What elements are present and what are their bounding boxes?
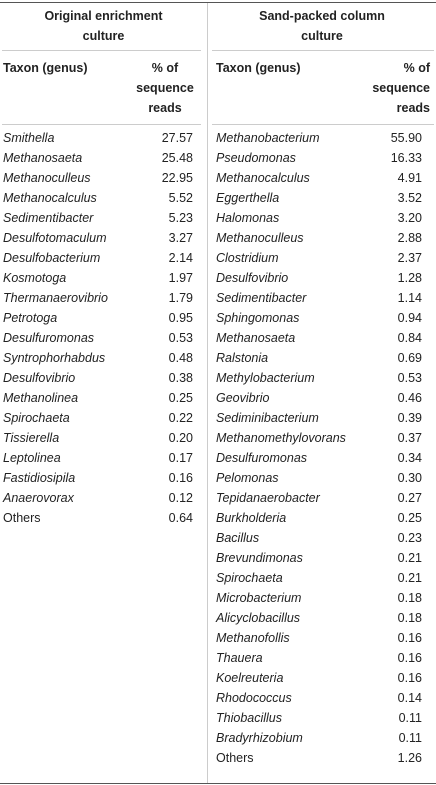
percent-header-line: % of bbox=[403, 61, 430, 75]
taxon-name: Methanoculleus bbox=[216, 231, 304, 245]
taxon-list bbox=[0, 128, 207, 528]
percent-value: 3.20 bbox=[397, 211, 422, 225]
taxon-column-header: Taxon (genus) bbox=[216, 61, 301, 75]
table-row bbox=[0, 128, 207, 148]
percent-value: 0.39 bbox=[397, 411, 422, 425]
percent-value: 0.16 bbox=[168, 471, 193, 485]
taxon-name: Syntrophorhabdus bbox=[3, 351, 106, 365]
percent-value: 27.57 bbox=[161, 131, 193, 145]
percent-value: 0.21 bbox=[397, 571, 422, 585]
percent-value: 0.21 bbox=[397, 551, 422, 565]
taxon-name: Rhodococcus bbox=[216, 691, 292, 705]
table-row bbox=[208, 188, 436, 208]
table-top-rule bbox=[0, 2, 436, 3]
percent-value: 16.33 bbox=[390, 151, 422, 165]
percent-value: 0.30 bbox=[397, 471, 422, 485]
table-row bbox=[0, 308, 207, 328]
percent-value: 0.11 bbox=[398, 731, 422, 745]
panel-title bbox=[0, 6, 207, 46]
taxon-name: Koelreuteria bbox=[216, 671, 284, 685]
percent-value: 1.28 bbox=[397, 271, 422, 285]
table-row bbox=[208, 308, 436, 328]
table-row bbox=[0, 288, 207, 308]
table-row bbox=[208, 568, 436, 588]
taxon-name: Methylobacterium bbox=[216, 371, 315, 385]
table-row bbox=[208, 288, 436, 308]
percent-value: 0.46 bbox=[397, 391, 422, 405]
percent-value: 0.12 bbox=[168, 491, 193, 505]
taxon-name: Tepidanaerobacter bbox=[216, 491, 320, 505]
table-row bbox=[0, 468, 207, 488]
header-rule bbox=[212, 124, 434, 125]
percent-value: 0.84 bbox=[397, 331, 422, 345]
percent-value: 0.14 bbox=[397, 691, 422, 705]
taxon-name: Desulfovibrio bbox=[216, 271, 289, 285]
table-row bbox=[208, 748, 436, 768]
panel-title-line: Original enrichment bbox=[44, 9, 163, 23]
taxon-name: Anaerovorax bbox=[3, 491, 74, 505]
table-row bbox=[208, 248, 436, 268]
percent-value: 0.16 bbox=[397, 651, 422, 665]
taxon-name: Methanofollis bbox=[216, 631, 290, 645]
taxon-name: Smithella bbox=[3, 131, 55, 145]
table-row bbox=[0, 248, 207, 268]
percent-value: 5.23 bbox=[168, 211, 193, 225]
table-row bbox=[0, 328, 207, 348]
taxon-name: Alicyclobacillus bbox=[216, 611, 301, 625]
taxon-name: Methanosaeta bbox=[216, 331, 296, 345]
table-row bbox=[208, 448, 436, 468]
percent-value: 0.38 bbox=[168, 371, 193, 385]
percent-value: 0.25 bbox=[168, 391, 193, 405]
percent-value: 0.22 bbox=[168, 411, 193, 425]
table-row bbox=[208, 468, 436, 488]
table-row bbox=[208, 688, 436, 708]
table-row bbox=[208, 408, 436, 428]
percent-value: 0.20 bbox=[168, 431, 193, 445]
percent-value: 0.94 bbox=[397, 311, 422, 325]
taxon-name: Pseudomonas bbox=[216, 151, 296, 165]
taxon-name: Spirochaeta bbox=[216, 571, 283, 585]
percent-value: 0.16 bbox=[397, 631, 422, 645]
taxon-name: Geovibrio bbox=[216, 391, 270, 405]
panel-title-line: culture bbox=[82, 29, 125, 43]
percent-value: 0.69 bbox=[397, 351, 422, 365]
panel-title-line: Sand-packed column bbox=[259, 9, 385, 23]
table-row bbox=[208, 168, 436, 188]
percent-value: 55.90 bbox=[390, 131, 422, 145]
taxon-name: Kosmotoga bbox=[3, 271, 67, 285]
percent-column-header bbox=[350, 58, 430, 118]
taxon-name: Thiobacillus bbox=[216, 711, 283, 725]
table-row bbox=[208, 488, 436, 508]
percent-value: 22.95 bbox=[161, 171, 193, 185]
percent-value: 4.91 bbox=[397, 171, 422, 185]
percent-value: 0.53 bbox=[168, 331, 193, 345]
taxon-name: Desulfotomaculum bbox=[3, 231, 107, 245]
percent-value: 2.37 bbox=[397, 251, 422, 265]
percent-header-line: sequence bbox=[372, 81, 430, 95]
taxon-name: Methanocalculus bbox=[216, 171, 310, 185]
table-row bbox=[208, 588, 436, 608]
table-row bbox=[208, 628, 436, 648]
taxon-name: Methanobacterium bbox=[216, 131, 320, 145]
percent-value: 2.88 bbox=[397, 231, 422, 245]
percent-value: 0.11 bbox=[398, 711, 422, 725]
table-row bbox=[0, 228, 207, 248]
taxon-name: Methanolinea bbox=[3, 391, 79, 405]
table-row bbox=[208, 388, 436, 408]
panel-title-line: culture bbox=[301, 29, 343, 43]
taxon-name: Microbacterium bbox=[216, 591, 302, 605]
table-row bbox=[208, 708, 436, 728]
percent-value: 0.27 bbox=[397, 491, 422, 505]
table-bottom-rule bbox=[0, 783, 436, 784]
taxon-name: Fastidiosipila bbox=[3, 471, 76, 485]
taxon-column-header: Taxon (genus) bbox=[3, 61, 88, 75]
table-row bbox=[0, 268, 207, 288]
taxon-name: Leptolinea bbox=[3, 451, 61, 465]
percent-value: 1.79 bbox=[168, 291, 193, 305]
percent-value: 5.52 bbox=[168, 191, 193, 205]
taxon-name: Bacillus bbox=[216, 531, 260, 545]
taxon-name: Burkholderia bbox=[216, 511, 287, 525]
table-row bbox=[0, 428, 207, 448]
percent-value: 0.34 bbox=[397, 451, 422, 465]
table-row bbox=[0, 448, 207, 468]
taxon-name: Eggerthella bbox=[216, 191, 280, 205]
taxon-name: Tissierella bbox=[3, 431, 60, 445]
table-row bbox=[208, 328, 436, 348]
percent-header-line: % of bbox=[151, 61, 179, 75]
panel-title bbox=[208, 6, 436, 46]
percent-value: 0.53 bbox=[397, 371, 422, 385]
taxon-name: Methanomethylovorans bbox=[216, 431, 346, 445]
taxon-name: Halomonas bbox=[216, 211, 280, 225]
percent-header-line: reads bbox=[148, 101, 182, 115]
table-row bbox=[208, 648, 436, 668]
taxon-name: Desulfovibrio bbox=[3, 371, 76, 385]
taxon-name: Methanosaeta bbox=[3, 151, 83, 165]
table-row bbox=[0, 388, 207, 408]
table-row bbox=[208, 668, 436, 688]
taxon-name: Sediminibacterium bbox=[216, 411, 319, 425]
table-row bbox=[208, 348, 436, 368]
taxon-name: Pelomonas bbox=[216, 471, 279, 485]
table-row bbox=[208, 368, 436, 388]
table-row bbox=[208, 548, 436, 568]
header-rule bbox=[2, 124, 201, 125]
taxon-name: Sphingomonas bbox=[216, 311, 300, 325]
title-rule bbox=[2, 50, 201, 51]
table-row bbox=[208, 208, 436, 228]
taxon-name: Petrotoga bbox=[3, 311, 58, 325]
percent-value: 0.25 bbox=[397, 511, 422, 525]
percent-value: 0.64 bbox=[168, 511, 193, 525]
table-row bbox=[208, 428, 436, 448]
taxon-name: Desulfuromonas bbox=[216, 451, 308, 465]
table-row bbox=[0, 368, 207, 388]
percent-value: 0.48 bbox=[168, 351, 193, 365]
percent-value: 0.23 bbox=[397, 531, 422, 545]
table-row bbox=[0, 508, 207, 528]
table-row bbox=[0, 348, 207, 368]
title-rule bbox=[212, 50, 434, 51]
taxon-name: Spirochaeta bbox=[3, 411, 70, 425]
table-row bbox=[0, 148, 207, 168]
percent-value: 1.97 bbox=[168, 271, 193, 285]
table-row bbox=[0, 488, 207, 508]
table-row bbox=[208, 128, 436, 148]
taxon-name: Brevundimonas bbox=[216, 551, 303, 565]
table-row bbox=[208, 228, 436, 248]
percent-header-line: sequence bbox=[136, 81, 194, 95]
table-row bbox=[0, 208, 207, 228]
taxon-name: Others bbox=[3, 511, 41, 525]
percent-value: 25.48 bbox=[161, 151, 193, 165]
taxon-name: Clostridium bbox=[216, 251, 279, 265]
percent-value: 0.37 bbox=[397, 431, 422, 445]
percent-value: 0.18 bbox=[397, 611, 422, 625]
taxon-name: Thermanaerovibrio bbox=[3, 291, 108, 305]
percent-value: 0.95 bbox=[168, 311, 193, 325]
table-row bbox=[208, 268, 436, 288]
taxon-name: Bradyrhizobium bbox=[216, 731, 303, 745]
taxon-name: Ralstonia bbox=[216, 351, 269, 365]
table-row bbox=[0, 168, 207, 188]
taxon-name: Desulfuromonas bbox=[3, 331, 95, 345]
percent-value: 0.17 bbox=[168, 451, 193, 465]
taxon-name: Methanoculleus bbox=[3, 171, 91, 185]
percent-value: 0.18 bbox=[397, 591, 422, 605]
table-row bbox=[208, 508, 436, 528]
taxon-name: Thauera bbox=[216, 651, 263, 665]
taxon-name: Others bbox=[216, 751, 254, 765]
table-row bbox=[0, 188, 207, 208]
table-row bbox=[0, 408, 207, 428]
taxon-name: Sedimentibacter bbox=[216, 291, 307, 305]
percent-value: 1.26 bbox=[397, 751, 422, 765]
table-row bbox=[208, 148, 436, 168]
table-row bbox=[208, 728, 436, 748]
table-row bbox=[208, 608, 436, 628]
taxon-name: Methanocalculus bbox=[3, 191, 97, 205]
table-row bbox=[208, 528, 436, 548]
percent-header-line: reads bbox=[396, 101, 430, 115]
percent-column-header bbox=[127, 58, 203, 118]
taxon-name: Sedimentibacter bbox=[3, 211, 94, 225]
percent-value: 1.14 bbox=[397, 291, 422, 305]
percent-value: 3.52 bbox=[397, 191, 422, 205]
percent-value: 3.27 bbox=[168, 231, 193, 245]
taxon-name: Desulfobacterium bbox=[3, 251, 101, 265]
taxon-list bbox=[208, 128, 436, 768]
percent-value: 2.14 bbox=[168, 251, 193, 265]
percent-value: 0.16 bbox=[397, 671, 422, 685]
